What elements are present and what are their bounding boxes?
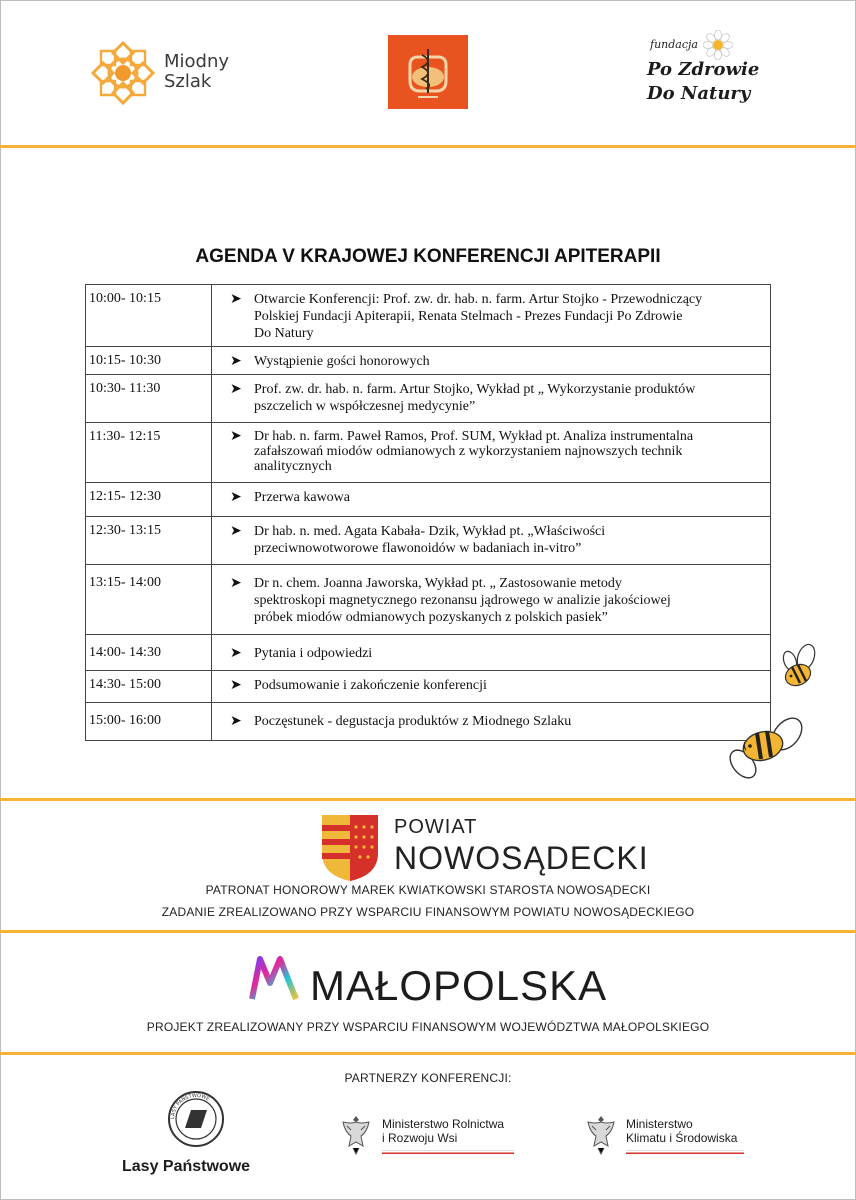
patronage-caption: PATRONAT HONOROWY MAREK KWIATKOWSKI STAROSTA NOWOSĄDECKI — [205, 883, 651, 897]
agenda-line: Poczęstunek - degustacja produktów z Miodnego Szlaku — [254, 714, 572, 729]
fundacja-small-label: fundacja — [650, 38, 698, 51]
agenda-line: Dr hab. n. med. Agata Kabała- Dzik, Wykład pt. „Właściwości — [254, 524, 606, 539]
agenda-row — [86, 703, 771, 741]
agenda-description — [212, 347, 771, 375]
agenda-description — [212, 423, 771, 483]
agenda-description — [212, 285, 771, 347]
malopolska-logo-icon — [248, 953, 300, 1005]
powiat-label: POWIAT — [394, 816, 478, 838]
fundacja-name — [647, 58, 759, 106]
agenda-line: Otwarcie Konferencji: Prof. zw. dr. hab. n. farm. Artur Stojko - Przewodniczący — [254, 292, 703, 307]
fundacja-po-zdrowie-logo — [645, 30, 775, 110]
arrow-bullet-icon: ➤ — [230, 354, 242, 369]
agenda-row — [86, 375, 771, 423]
fundacja-line2: Do Natury — [647, 83, 751, 104]
agenda-time: 15:00- 16:00 — [86, 703, 212, 741]
ministry-climate-line1: Ministerstwo — [626, 1117, 693, 1131]
agenda-time: 13:15- 14:00 — [86, 565, 212, 635]
agenda-description — [212, 375, 771, 423]
agenda-line: przeciwnowotworowe flawonoidów w badaniach in-vitro” — [254, 541, 582, 556]
agenda-line: Pytania i odpowiedzi — [254, 646, 373, 661]
agenda-description — [212, 483, 771, 517]
agenda-line: Wystąpienie gości honorowych — [254, 354, 430, 369]
ministry-agriculture-line1: Ministerstwo Rolnictwa — [382, 1117, 505, 1131]
miodny-line2: Szlak — [164, 71, 212, 92]
malopolska-wordmark: MAŁOPOLSKA — [310, 962, 608, 1009]
agenda-line: Dr hab. n. farm. Paweł Ramos, Prof. SUM, Wykład pt. Analiza instrumentalna — [254, 429, 694, 444]
agenda-description — [212, 671, 771, 703]
agenda-line: Prof. zw. dr. hab. n. farm. Artur Stojko, Wykład pt „ Wykorzystanie produktów — [254, 382, 696, 397]
agenda-time: 10:30- 11:30 — [86, 375, 212, 423]
agenda-line: Podsumowanie i zakończenie konferencji — [254, 678, 487, 693]
page-title: AGENDA V KRAJOWEJ KONFERENCJI APITERAPII — [195, 246, 661, 267]
ministry-climate-name — [626, 1117, 737, 1145]
ministry-climate-line2: Klimatu i Środowiska — [626, 1131, 738, 1145]
agenda-line: próbek miodów odmianowych pozyskanych z polskich pasiek” — [254, 610, 608, 625]
polish-eagle-icon — [582, 1112, 620, 1156]
agenda-time: 12:30- 13:15 — [86, 517, 212, 565]
lasy-ring-text: LASY PAŃSTWOWE — [169, 1092, 211, 1120]
arrow-bullet-icon: ➤ — [230, 678, 242, 693]
arrow-bullet-icon: ➤ — [230, 714, 242, 729]
agenda-time: 10:15- 10:30 — [86, 347, 212, 375]
agenda-row — [86, 565, 771, 635]
ministry-agriculture-line2: i Rozwoju Wsi — [382, 1131, 458, 1145]
agenda-row — [86, 483, 771, 517]
agenda-line: spektroskopi magnetycznego rezonansu jądrowego w analizie jakościowej — [254, 593, 671, 608]
agenda-line: analitycznych — [254, 459, 332, 474]
agenda-line: zafałszowań miodów odmianowych z wykorzystaniem najnowszych technik — [254, 444, 683, 459]
apitherapy-logo — [388, 35, 468, 109]
agenda-line: Do Natury — [254, 326, 314, 341]
agenda-row — [86, 285, 771, 347]
agenda-description — [212, 517, 771, 565]
powiat-crest-icon — [322, 815, 378, 881]
fundacja-line1: Po Zdrowie — [647, 59, 760, 80]
agenda-time: 14:00- 14:30 — [86, 635, 212, 671]
lasy-panstwowe-name: Lasy Państwowe — [122, 1158, 251, 1175]
caduceus-honeypot-icon — [388, 35, 468, 109]
miodny-line1: Miodny — [164, 51, 230, 72]
divider-malopolska-end — [0, 1052, 856, 1055]
powiat-name: NOWOSĄDECKI — [394, 840, 649, 876]
agenda-line: Polskiej Fundacji Apiterapii, Renata Stelmach - Prezes Fundacji Po Zdrowie — [254, 309, 683, 324]
agenda-description — [212, 565, 771, 635]
ministry-agriculture-flag-stripe — [382, 1150, 514, 1154]
ministry-agriculture-name — [382, 1117, 504, 1145]
partners-heading: PARTNERZY KONFERENCJI: — [344, 1071, 512, 1085]
agenda-row — [86, 423, 771, 483]
agenda-line: Dr n. chem. Joanna Jaworska, Wykład pt. „ Zastosowanie metody — [254, 576, 622, 591]
divider-top — [0, 145, 856, 148]
arrow-bullet-icon: ➤ — [230, 490, 242, 505]
polish-eagle-icon — [337, 1112, 375, 1156]
lasy-panstwowe-logo-icon — [167, 1090, 225, 1148]
agenda-description — [212, 635, 771, 671]
agenda-time: 11:30- 12:15 — [86, 423, 212, 483]
agenda-body — [86, 285, 771, 741]
miodny-szlak-logo-icon — [90, 40, 156, 106]
bee-large-icon — [725, 712, 807, 784]
agenda-time: 12:15- 12:30 — [86, 483, 212, 517]
divider-agenda-end — [0, 798, 856, 801]
powiat-funding-caption: ZADANIE ZREALIZOWANO PRZY WSPARCIU FINANSOWYM POWIATU NOWOSĄDECKIEGO — [161, 905, 695, 919]
miodny-szlak-wordmark — [164, 52, 229, 92]
bee-small-icon — [776, 643, 822, 693]
agenda-row — [86, 635, 771, 671]
agenda-line: pszczelich w współczesnej medycynie” — [254, 399, 476, 414]
agenda-table — [85, 284, 771, 741]
ministry-climate-flag-stripe — [626, 1150, 744, 1154]
arrow-bullet-icon: ➤ — [230, 429, 242, 444]
agenda-line: Przerwa kawowa — [254, 490, 351, 505]
daisy-icon — [703, 30, 733, 60]
arrow-bullet-icon: ➤ — [230, 576, 242, 591]
agenda-row — [86, 517, 771, 565]
agenda-time: 10:00- 10:15 — [86, 285, 212, 347]
agenda-description — [212, 703, 771, 741]
arrow-bullet-icon: ➤ — [230, 646, 242, 661]
arrow-bullet-icon: ➤ — [230, 382, 242, 397]
arrow-bullet-icon: ➤ — [230, 292, 242, 307]
agenda-time: 14:30- 15:00 — [86, 671, 212, 703]
divider-powiat-end — [0, 930, 856, 933]
agenda-row — [86, 347, 771, 375]
agenda-row — [86, 671, 771, 703]
malopolska-funding-caption: PROJEKT ZREALIZOWANY PRZY WSPARCIU FINANSOWYM WOJEWÓDZTWA MAŁOPOLSKIEGO — [146, 1020, 710, 1034]
arrow-bullet-icon: ➤ — [230, 524, 242, 539]
